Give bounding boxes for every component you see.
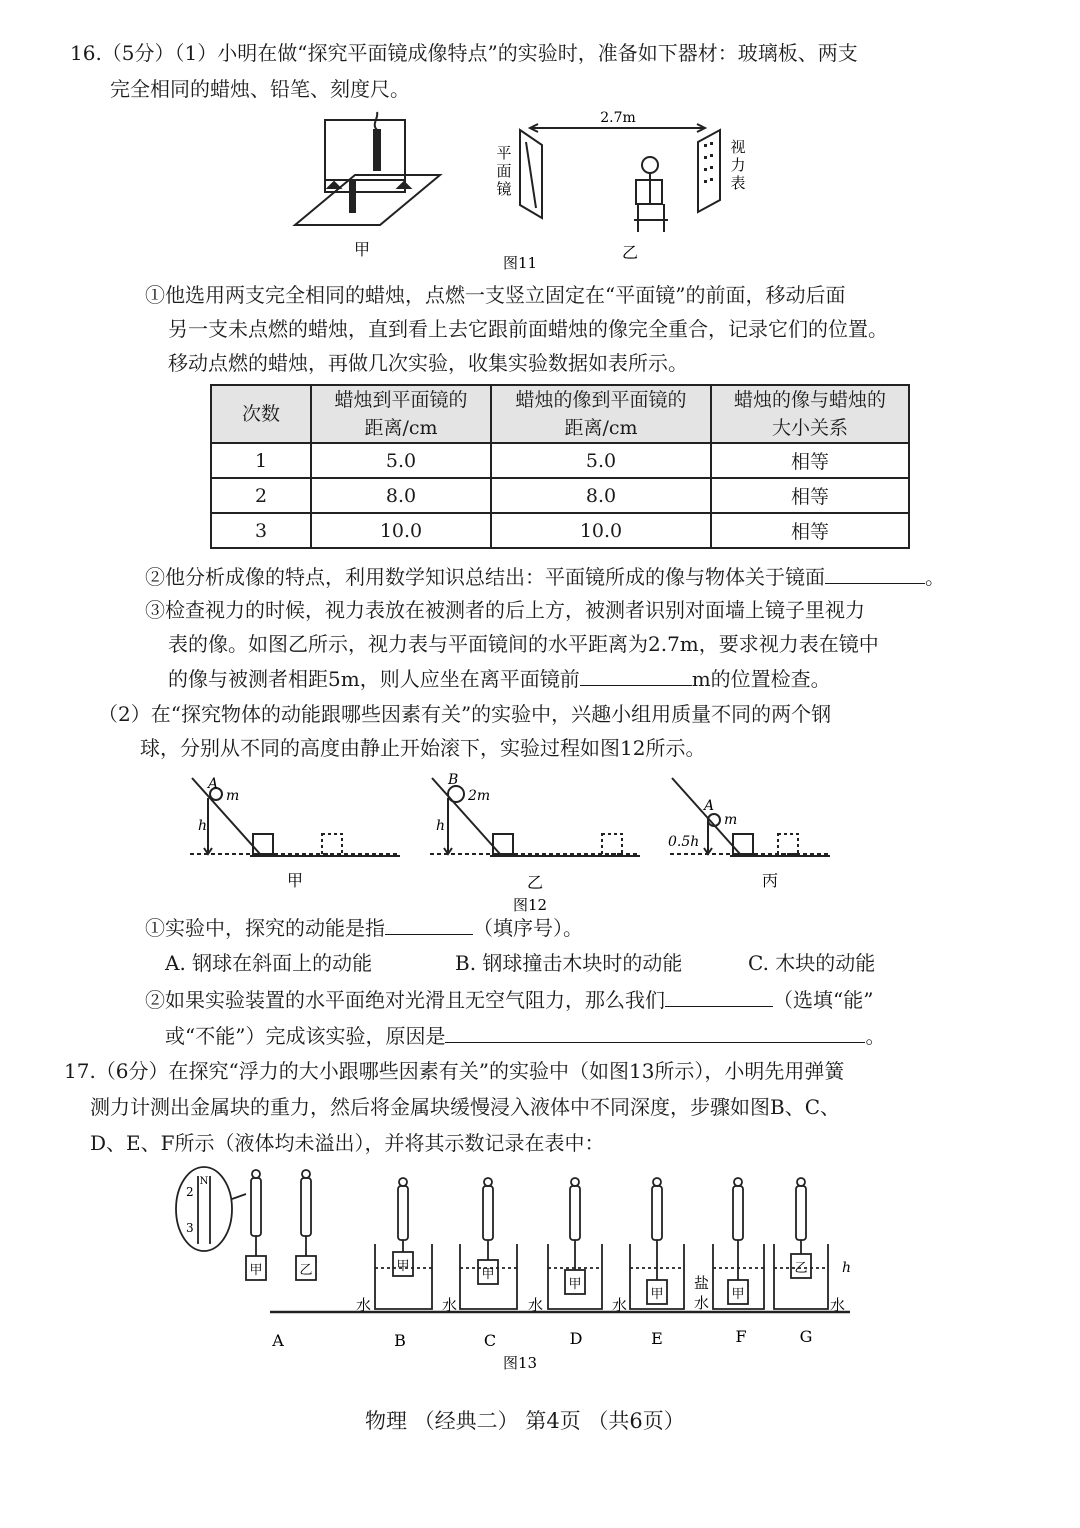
fig11-mirror-label-3: 镜 bbox=[496, 180, 512, 198]
fig13-water-d: 水 bbox=[528, 1296, 544, 1314]
fig13-water-g: 水 bbox=[830, 1296, 846, 1314]
table-header-cell: 蜡烛的像到平面镜的 距离/cm bbox=[491, 385, 711, 443]
page-footer: 物理 （经典二） 第4页 （共6页） bbox=[365, 1409, 685, 1433]
fig11-caption: 图11 bbox=[502, 254, 538, 272]
fig13-scale-num-3: 3 bbox=[186, 1221, 194, 1235]
fig13-letter-b: B bbox=[394, 1331, 406, 1350]
q16-part2-line2: 球，分别从不同的高度由静止开始滚下，实验过程如图12所示。 bbox=[140, 736, 706, 760]
fig13-water-f: 水 bbox=[694, 1294, 710, 1312]
fig12-caption: 图12 bbox=[512, 896, 548, 913]
fig13-block-d: 甲 bbox=[568, 1277, 582, 1292]
table-cell: 相等 bbox=[711, 478, 909, 513]
fig12-ball-label-3: A bbox=[704, 798, 715, 814]
table-header-row bbox=[211, 385, 909, 443]
fig13-salt-f: 盐 bbox=[694, 1274, 710, 1292]
table-row bbox=[211, 513, 909, 548]
fig12-mass-label-3: m bbox=[724, 812, 738, 828]
option-a: A. 钢球在斜面上的动能 bbox=[165, 951, 373, 975]
fig13-h-label: h bbox=[842, 1260, 852, 1276]
table-row bbox=[211, 443, 909, 478]
fig13-letter-f: F bbox=[735, 1327, 747, 1346]
table-cell: 5.0 bbox=[311, 443, 491, 478]
q16-para1-line2: 另一支未点燃的蜡烛，直到看上去它跟前面蜡烛的像完全重合，记录它们的位置。 bbox=[168, 317, 888, 341]
q16-sub1: ①实验中，探究的动能是指 （填序号）。 bbox=[145, 916, 583, 940]
fig11-mirror-label-2: 面 bbox=[496, 162, 512, 180]
fig12-panel-yi bbox=[430, 778, 640, 856]
fig12-panel-label-1: 甲 bbox=[286, 871, 304, 890]
table-row bbox=[211, 478, 909, 513]
fig13-block-c: 甲 bbox=[481, 1267, 495, 1282]
table-cell: 1 bbox=[211, 443, 311, 478]
fig13-letter-d: D bbox=[569, 1329, 583, 1348]
fig11-mirror-label-1: 平 bbox=[496, 144, 512, 162]
fig13-block-g: 乙 bbox=[794, 1261, 808, 1276]
q16-sub2-line1: ②如果实验装置的水平面绝对光滑且无空气阻力，那么我们 （选填“能” bbox=[145, 988, 874, 1012]
fig13-scale-b bbox=[375, 1178, 432, 1309]
fig11-label-jia: 甲 bbox=[353, 240, 371, 259]
answer-blank-can[interactable] bbox=[665, 986, 773, 1007]
fig11-yi-apparatus bbox=[520, 124, 720, 232]
fig13-block-b: 甲 bbox=[396, 1259, 410, 1274]
q16-para3-line3: 的像与被测者相距5m，则人应坐在离平面镜前 m的位置检查。 bbox=[168, 667, 831, 691]
fig12-mass-label-1: m bbox=[226, 788, 240, 804]
table-cell: 2 bbox=[211, 478, 311, 513]
figure-12 bbox=[180, 768, 840, 913]
fig13-letter-e: E bbox=[651, 1329, 663, 1348]
fig12-height-label-3: 0.5h bbox=[668, 834, 700, 850]
fig12-panel-label-2: 乙 bbox=[526, 873, 544, 892]
data-table bbox=[210, 384, 910, 549]
fig13-block-e: 甲 bbox=[650, 1287, 664, 1302]
q16-para2: ②他分析成像的特点，利用数学知识总结出：平面镜所成的像与物体关于镜面 。 bbox=[145, 565, 945, 589]
table-header-cell: 次数 bbox=[211, 385, 311, 443]
fig13-water-e: 水 bbox=[612, 1296, 628, 1314]
fig12-height-label-2: h bbox=[436, 818, 446, 834]
answer-blank-distance[interactable] bbox=[580, 665, 692, 686]
q16-sub2-line2: 或“不能”）完成该实验，原因是 。 bbox=[165, 1024, 886, 1048]
fig13-scale-num-2: 2 bbox=[186, 1185, 194, 1199]
fig12-ball-label-1: A bbox=[208, 776, 219, 792]
answer-blank-mirror-symmetry[interactable] bbox=[825, 563, 925, 584]
q16-para1-line1: ①他选用两支完全相同的蜡烛，点燃一支竖立固定在“平面镜”的前面，移动后面 bbox=[145, 283, 846, 307]
table-header-cell: 蜡烛的像与蜡烛的 大小关系 bbox=[711, 385, 909, 443]
table-cell: 10.0 bbox=[491, 513, 711, 548]
table-cell: 相等 bbox=[711, 443, 909, 478]
fig13-water-b: 水 bbox=[356, 1296, 372, 1314]
q17-line1: 17.（6分）在探究“浮力的大小跟哪些因素有关”的实验中（如图13所示），小明先用弹簧 bbox=[64, 1059, 845, 1083]
q16-intro-line2: 完全相同的蜡烛、铅笔、刻度尺。 bbox=[110, 77, 410, 101]
fig11-label-yi: 乙 bbox=[621, 243, 639, 262]
table-header-cell: 蜡烛到平面镜的 距离/cm bbox=[311, 385, 491, 443]
fig13-letter-g: G bbox=[799, 1327, 813, 1346]
fig13-letter-a: A bbox=[272, 1331, 284, 1350]
fig11-chart-marks bbox=[704, 142, 713, 183]
q16-para1-line3: 移动点燃的蜡烛，再做几次实验，收集实验数据如表所示。 bbox=[168, 351, 688, 375]
fig13-caption: 图13 bbox=[502, 1354, 538, 1372]
table-cell: 8.0 bbox=[311, 478, 491, 513]
fig11-chart-label-2: 力 bbox=[730, 156, 746, 174]
option-b: B. 钢球撞击木块时的动能 bbox=[455, 951, 683, 975]
table-cell: 5.0 bbox=[491, 443, 711, 478]
table-cell: 10.0 bbox=[311, 513, 491, 548]
fig12-ball-label-2: B bbox=[448, 772, 459, 788]
table-cell: 3 bbox=[211, 513, 311, 548]
fig12-panel-jia bbox=[190, 778, 400, 856]
fig13-scale-unit: N bbox=[199, 1176, 209, 1187]
fig11-chart-label-1: 视 bbox=[730, 138, 746, 156]
q16-para3-line1: ③检查视力的时候，视力表放在被测者的后上方，被测者识别对面墙上镜子里视力 bbox=[145, 598, 865, 622]
figure-13 bbox=[170, 1164, 870, 1374]
answer-blank-reason[interactable] bbox=[445, 1022, 865, 1043]
table-cell: 相等 bbox=[711, 513, 909, 548]
q17-line3: D、E、F所示（液体均未溢出），并将其示数记录在表中： bbox=[90, 1131, 605, 1155]
fig13-scale-g bbox=[774, 1178, 828, 1309]
fig13-block-f: 甲 bbox=[731, 1287, 745, 1302]
q16-part2-line1: （2）在“探究物体的动能跟哪些因素有关”的实验中，兴趣小组用质量不同的两个钢 bbox=[98, 702, 832, 726]
fig13-block-a: 甲 bbox=[249, 1263, 263, 1278]
fig13-letter-c: C bbox=[483, 1331, 497, 1350]
fig13-scale-c bbox=[460, 1178, 517, 1309]
option-c: C. 木块的动能 bbox=[748, 951, 876, 975]
fig11-distance-label: 2.7m bbox=[600, 110, 636, 126]
fig11-jia-apparatus bbox=[295, 112, 440, 225]
figure-11 bbox=[280, 100, 780, 280]
answer-blank-energy[interactable] bbox=[385, 914, 473, 935]
q17-line2: 测力计测出金属块的重力，然后将金属块缓慢浸入液体中不同深度，步骤如图B、C、 bbox=[90, 1095, 840, 1119]
fig12-mass-label-2: 2m bbox=[468, 788, 491, 804]
fig13-block-alt: 乙 bbox=[299, 1263, 313, 1278]
fig13-water-c: 水 bbox=[442, 1296, 458, 1314]
fig12-height-label-1: h bbox=[198, 818, 208, 834]
table-cell: 8.0 bbox=[491, 478, 711, 513]
fig11-chart-label-3: 表 bbox=[730, 174, 746, 192]
q16-para3-line2: 表的像。如图乙所示，视力表与平面镜间的水平距离为2.7m，要求视力表在镜中 bbox=[168, 632, 879, 656]
q16-intro-line1: 16.（5分）（1）小明在做“探究平面镜成像特点”的实验时，准备如下器材：玻璃板、两支 bbox=[70, 41, 858, 65]
fig12-panel-label-3: 丙 bbox=[761, 871, 779, 890]
